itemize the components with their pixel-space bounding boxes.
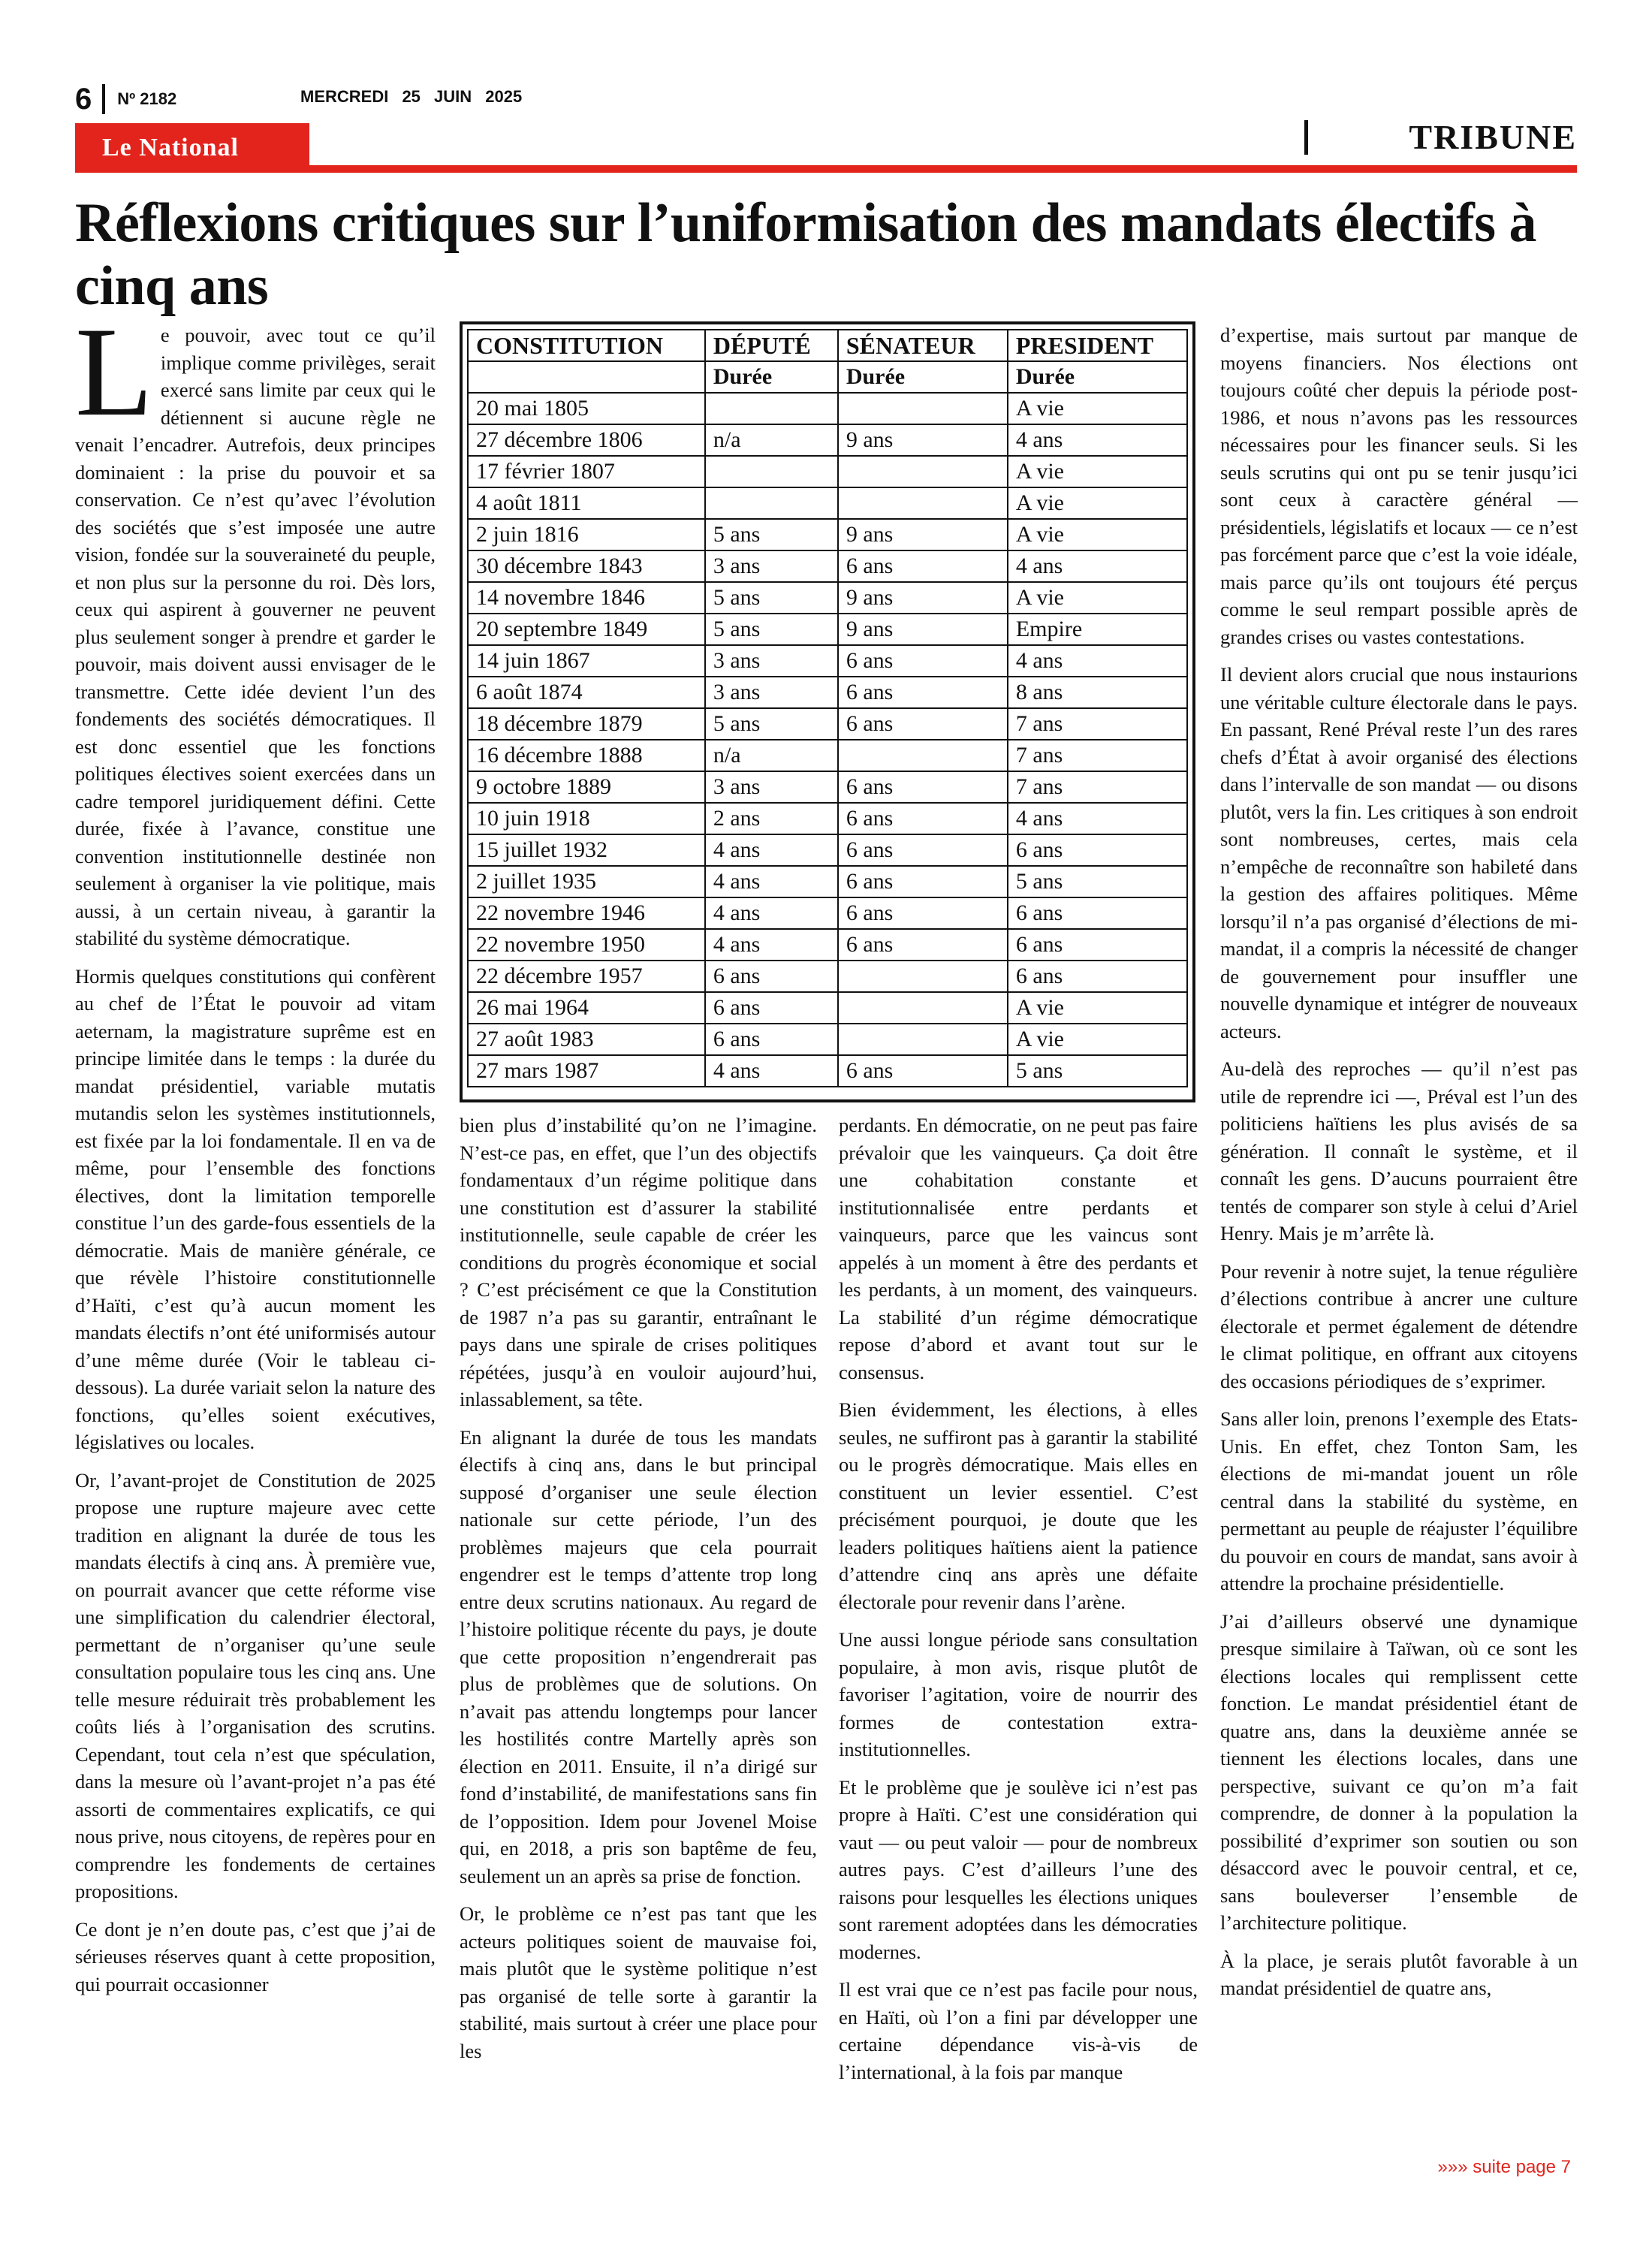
table-cell: A vie: [1008, 487, 1187, 519]
paragraph: Ce dont je n’en doute pas, c’est que j’ai de sérieuses réserves quant à cette proposition, qui pourrait occasionner: [75, 1917, 436, 1995]
table-cell: 3 ans: [705, 677, 838, 708]
table-cell: 4 ans: [1008, 803, 1187, 834]
table-header-row: [468, 330, 1187, 361]
table-cell: 4 ans: [705, 834, 838, 866]
table-row: [468, 550, 1187, 582]
table-cell: 6 ans: [1008, 834, 1187, 866]
paragraph: d’expertise, mais surtout par manque de moyens financiers. Nos élections ont toujours coûté cher depuis la période post-1986, et nous n’avons pas les ressources nécessaires pour les financer seuls. Si les seuls scrutins qui ont pu se tenir jusqu’ici sont ceux à caractère général — présidentiels, législatifs et locaux — ce n’est pas forcément parce que c’est la voie idéale, mais parce qu’ils ont toujours été perçus comme le seul rempart possible après de grandes crises ou vastes contestations.: [1220, 324, 1578, 648]
table-cell: 4 ans: [1008, 645, 1187, 677]
table-cell: 6 ans: [705, 1024, 838, 1055]
table-cell: A vie: [1008, 582, 1187, 614]
table-cell: A vie: [1008, 456, 1187, 487]
paragraph: bien plus d’instabilité qu’on ne l’imagine. N’est-ce pas, en effet, que l’un des objectifs fondamentaux d’un régime politique dans une constitution est d’assurer la stabilité institutionnelle, seule capable de créer les conditions du progrès économique et social ? C’est précisément ce que la Constitution de 1987 n’a pas su garantir, entraînant le pays dans une spirale de crises politiques répétées, jusqu’à en vouloir aujourd’hui, inlassablement, sa tête.: [460, 1114, 817, 1410]
table-cell: [838, 456, 1008, 487]
table-cell: A vie: [1008, 393, 1187, 424]
article-title: Réflexions critiques sur l’uniformisation des mandats électifs à cinq ans: [75, 192, 1537, 317]
table-row: [468, 771, 1187, 803]
paragraph: Au-delà des reproches — qu’il n’est pas utile de reprendre ici —, Préval est l’un des politiciens haïtiens les plus avisés de sa génération. Il connaît le système, et il connaît les gens. D’aucuns pourraient être tentés de comparer son style à celui d’Ariel Henry. Mais je m’arrête là.: [1220, 1057, 1578, 1244]
table-cell: 6 ans: [838, 803, 1008, 834]
table-cell: 6 ans: [838, 645, 1008, 677]
mandate-durations-table: [467, 329, 1188, 1087]
table-cell: 6 ans: [838, 550, 1008, 582]
table-cell: 27 août 1983: [468, 1024, 705, 1055]
header-depute: DÉPUTÉ: [705, 330, 838, 361]
table-cell: [705, 393, 838, 424]
table-cell: 8 ans: [1008, 677, 1187, 708]
table-cell: 16 décembre 1888: [468, 740, 705, 771]
brand-name: Le National: [102, 134, 239, 161]
table-row: [468, 897, 1187, 929]
table-row: [468, 614, 1187, 645]
table-cell: 6 ans: [705, 961, 838, 992]
paragraph-text: e pouvoir, avec tout ce qu’il implique comme privilèges, serait exercé sans limite par ceux qui le détiennent si aucune règle ne venait l’encadrer. Autrefois, deux principes dominaient : la prise du pouvoir et sa conservation. Ce n’est qu’avec l’évolution des sociétés que s’est imposée une autre vision, fondée sur la souveraineté du peuple, et non plus sur la personne du roi. Dès lors, ceux qui aspirent à gouverner ne peuvent plus seulement songer à prendre et garder le pouvoir, mais doivent aussi envisager de le transmettre. Cette idée devient l’un des fondements des sociétés démocratiques. Il est donc essentiel que les fonctions politiques électives soient exercées dans un cadre temporel juridiquement défini. Cette durée, fixée à l’avance, constitue une convention institutionnelle destinée non seulement à organiser la vie politique, mais aussi, à un certain niveau, à garantir la stabilité du système démocratique.: [75, 324, 436, 949]
paragraph: Et le problème que je soulève ici n’est pas propre à Haïti. C’est une considération qui vaut — ou peut valoir — pour de nombreux autres pays. C’est d’ailleurs l’une des raisons pour lesquelles les élections uniques sont rarement adoptées dans les démocraties modernes.: [839, 1775, 1198, 1963]
table-row: [468, 961, 1187, 992]
paragraph: Hormis quelques constitutions qui confèrent au chef de l’État le pouvoir ad vitam aeternam, la magistrature suprême est en principe limitée dans le temps : la durée du mandat présidentiel, variable mutatis mutandis selon les systèmes institutionnels, est fixée par la loi fondamentale. Il en va de même, pour l’ensemble des fonctions électives, dont la limitation temporelle constitue l’un des garde-fous essentiels de la démocratie. Mais de manière générale, ce que révèle l’histoire constitutionnelle d’Haïti, c’est qu’à aucun moment les mandats électifs n’ont été uniformisés autour d’une même durée (Voir le tableau ci-dessous). La durée variait selon la nature des fonctions, qu’elles soient exécutives, législatives ou locales.: [75, 964, 436, 1453]
subheader-cell: [468, 361, 705, 393]
subheader-cell: Durée: [705, 361, 838, 393]
subheader-cell: Durée: [1008, 361, 1187, 393]
table-row: [468, 677, 1187, 708]
table-cell: 6 ans: [838, 677, 1008, 708]
table-cell: [705, 487, 838, 519]
table-cell: 6 ans: [838, 771, 1008, 803]
table-row: [468, 1024, 1187, 1055]
constitution-table: [460, 321, 1195, 1102]
table-body: [468, 393, 1187, 1087]
table-cell: 5 ans: [1008, 866, 1187, 897]
table-cell: 9 ans: [838, 614, 1008, 645]
drop-cap: L: [75, 301, 153, 442]
table-cell: 4 ans: [1008, 550, 1187, 582]
table-cell: 14 juin 1867: [468, 645, 705, 677]
continued-link[interactable]: »»» suite page 7: [1437, 2157, 1571, 2177]
header-senateur: SÉNATEUR: [838, 330, 1008, 361]
table-cell: 6 ans: [838, 866, 1008, 897]
table-cell: 5 ans: [705, 582, 838, 614]
table-row: [468, 1055, 1187, 1087]
section-divider: [1304, 120, 1308, 155]
paragraph: Une aussi longue période sans consultation populaire, à mon avis, risque plutôt de favoriser l’agitation, voire de nourrir des formes de contestation extra-institutionnelles.: [839, 1628, 1198, 1760]
table-cell: 3 ans: [705, 550, 838, 582]
header-rule: [75, 165, 1577, 173]
table-cell: n/a: [705, 424, 838, 456]
issue-date: MERCREDI 25 JUIN 2025: [300, 87, 523, 106]
header-constitution: CONSTITUTION: [468, 330, 705, 361]
paragraph: Il devient alors crucial que nous instaurions une véritable culture électorale dans le pays. En passant, René Préval reste l’un des rares chefs d’État à avoir organisé des élections dans l’intervalle de son mandat — ou disons plutôt, vers la fin. Les critiques à son endroit sont nombreuses, certes, mais cela n’empêche de reconnaître son habileté dans la gestion des affaires politiques. Même lorsqu’il n’a pas organisé d’élections de mi-mandat, il a compris la nécessité de changer de gouvernement pour insuffler une nouvelle dynamique et intégrer de nouveaux acteurs.: [1220, 663, 1578, 1042]
table-cell: 6 août 1874: [468, 677, 705, 708]
table-row: [468, 424, 1187, 456]
table-cell: 4 ans: [705, 1055, 838, 1087]
paragraph: Or, l’avant-projet de Constitution de 2025 propose une rupture majeure avec cette tradition en alignant la durée de tous les mandats électifs à cinq ans. À première vue, on pourrait avancer que cette réforme vise une simplification du calendrier électoral, permettant de n’organiser qu’une seule consultation populaire tous les cinq ans. Une telle mesure réduirait très probablement les coûts liés à l’organisation des scrutins. Cependant, tout cela n’est que spéculation, dans la mesure où l’avant-projet n’a pas été assorti de commentaires explicatifs, ce qui nous prive, nous citoyens, de repères pour en comprendre les fondements de certaines propositions.: [75, 1468, 436, 1902]
table-cell: 7 ans: [1008, 771, 1187, 803]
table-cell: 9 ans: [838, 582, 1008, 614]
table-cell: 2 juillet 1935: [468, 866, 705, 897]
column-2: [460, 1111, 817, 2075]
table-cell: [838, 487, 1008, 519]
table-cell: 20 mai 1805: [468, 393, 705, 424]
table-cell: 4 ans: [705, 929, 838, 961]
table-cell: 26 mai 1964: [468, 992, 705, 1024]
column-3: [839, 1111, 1198, 2096]
table-cell: 14 novembre 1846: [468, 582, 705, 614]
paragraph: Pour revenir à notre sujet, la tenue régulière d’élections contribue à ancrer une culture électorale et permet également de détendre le climat politique, en offrant aux citoyens des occasions périodiques de s’exprimer.: [1220, 1259, 1578, 1392]
table-cell: [838, 961, 1008, 992]
table-cell: 22 novembre 1946: [468, 897, 705, 929]
table-row: [468, 803, 1187, 834]
table-cell: 6 ans: [838, 897, 1008, 929]
table-row: [468, 740, 1187, 771]
table-cell: 2 juin 1816: [468, 519, 705, 550]
table-cell: 4 ans: [705, 897, 838, 929]
table-cell: 20 septembre 1849: [468, 614, 705, 645]
header-president: PRESIDENT: [1008, 330, 1187, 361]
table-cell: 3 ans: [705, 771, 838, 803]
paragraph: perdants. En démocratie, on ne peut pas faire prévaloir que les vainqueurs. Ça doit être une cohabitation constante et institutionnalisée entre perdants et vainqueurs, parce que les vaincus sont appelés à un moment à être des perdants et les perdants, à un moment, des vainqueurs. La stabilité d’un régime démocratique repose d’abord et avant tout sur le consensus.: [839, 1114, 1198, 1383]
table-cell: 30 décembre 1843: [468, 550, 705, 582]
table-cell: 4 août 1811: [468, 487, 705, 519]
table-cell: [838, 740, 1008, 771]
table-row: [468, 645, 1187, 677]
divider: [102, 84, 105, 114]
table-row: [468, 519, 1187, 550]
table-row: [468, 992, 1187, 1024]
table-cell: Empire: [1008, 614, 1187, 645]
column-4: [1220, 321, 1578, 2013]
table-cell: 15 juillet 1932: [468, 834, 705, 866]
table-cell: 9 ans: [838, 519, 1008, 550]
column-1: [75, 301, 436, 2008]
paragraph: Bien évidemment, les élections, à elles seules, ne suffiront pas à garantir la stabilité ou le progrès démocratique. Mais elles en constituent un levier essentiel. C’est précisément pourquoi, je doute que les leaders politiques haïtiens aient la patience d’attendre cinq ans après une défaite électorale pour revenir dans l’arène.: [839, 1398, 1198, 1613]
table-cell: 18 décembre 1879: [468, 708, 705, 740]
table-row: [468, 834, 1187, 866]
table-cell: 22 novembre 1950: [468, 929, 705, 961]
table-cell: 22 décembre 1957: [468, 961, 705, 992]
table-cell: 7 ans: [1008, 708, 1187, 740]
masthead-meta: [75, 84, 176, 114]
table-cell: 6 ans: [1008, 897, 1187, 929]
table-cell: 5 ans: [1008, 1055, 1187, 1087]
table-cell: 2 ans: [705, 803, 838, 834]
paragraph: J’ai d’ailleurs observé une dynamique presque similaire à Taïwan, où ce sont les élections locales qui remplissent cette fonction. Le mandat présidentiel étant de quatre ans, dans la deuxième année se tiennent les élections locales, dans une perspective, suivant ce qu’on m’a fait comprendre, de donner à la population la possibilité d’exprimer son soutien ou son désaccord avec le pouvoir central, et ce, sans bouleverser l’ensemble de l’architecture politique.: [1220, 1609, 1578, 1934]
table-cell: 27 mars 1987: [468, 1055, 705, 1087]
table-cell: 7 ans: [1008, 740, 1187, 771]
table-cell: 5 ans: [705, 708, 838, 740]
paragraph: Il est vrai que ce n’est pas facile pour nous, en Haïti, où l’on a fini par développer une certaine dépendance vis-à-vis de l’international, à la fois par manque: [839, 1978, 1198, 2083]
table-row: [468, 708, 1187, 740]
table-row: [468, 487, 1187, 519]
table-row: [468, 456, 1187, 487]
table-cell: 4 ans: [1008, 424, 1187, 456]
paragraph: Sans aller loin, prenons l’exemple des Etats-Unis. En effet, chez Tonton Sam, les élections de mi-mandat jouent un rôle central dans la stabilité du système, en permettant au peuple de réajuster l’équilibre du pouvoir en cours de mandat, sans avoir à attendre la prochaine présidentielle.: [1220, 1407, 1578, 1594]
page-number: 6: [75, 83, 92, 116]
table-cell: 27 décembre 1806: [468, 424, 705, 456]
table-cell: A vie: [1008, 519, 1187, 550]
table-cell: 6 ans: [838, 1055, 1008, 1087]
paragraph: [75, 301, 436, 952]
table-cell: A vie: [1008, 1024, 1187, 1055]
table-cell: 5 ans: [705, 614, 838, 645]
table-row: [468, 929, 1187, 961]
table-cell: 9 ans: [838, 424, 1008, 456]
table-cell: n/a: [705, 740, 838, 771]
paragraph: À la place, je serais plutôt favorable à un mandat présidentiel de quatre ans,: [1220, 1949, 1578, 1999]
table-cell: [705, 456, 838, 487]
paragraph: En alignant la durée de tous les mandats électifs à cinq ans, dans le but principal supposé d’organiser une seule élection nationale sur cette période, l’un des problèmes majeurs que cela pourrait engendrer est le temps d’attente trop long entre deux scrutins nationaux. Au regard de l’histoire politique récente du pays, je doute que cette proposition n’engendrerait pas plus de problèmes que de solutions. On n’avait pas attendu longtemps pour lancer les hostilités contre Martelly après son élection en 2011. Ensuite, il n’a dirigé sur fond d’instabilité, de manifestations sans fin de l’opposition. Idem pour Jovenel Moise qui, en 2018, a pris son baptême de feu, seulement un an après sa prise de fonction.: [460, 1425, 817, 1887]
section-name: TRIBUNE: [1409, 118, 1577, 156]
table-cell: 17 février 1807: [468, 456, 705, 487]
issue-number: Nº 2182: [117, 89, 177, 108]
table-row: [468, 393, 1187, 424]
table-subheader-row: [468, 361, 1187, 393]
table-cell: 10 juin 1918: [468, 803, 705, 834]
table-cell: 9 octobre 1889: [468, 771, 705, 803]
table-cell: [838, 992, 1008, 1024]
table-cell: 6 ans: [838, 834, 1008, 866]
table-cell: 6 ans: [838, 708, 1008, 740]
table-cell: A vie: [1008, 992, 1187, 1024]
paragraph: Or, le problème ce n’est pas tant que les acteurs politiques soient de mauvaise foi, mais plutôt que le système politique n’est pas organisé de telle sorte à garantir la stabilité, mais surtout à créer une place pour les: [460, 1902, 817, 2062]
table-cell: 5 ans: [705, 519, 838, 550]
table-cell: 3 ans: [705, 645, 838, 677]
table-cell: 6 ans: [838, 929, 1008, 961]
table-cell: 4 ans: [705, 866, 838, 897]
table-cell: [838, 1024, 1008, 1055]
table-cell: [838, 393, 1008, 424]
subheader-cell: Durée: [838, 361, 1008, 393]
table-cell: 6 ans: [1008, 929, 1187, 961]
table-cell: 6 ans: [705, 992, 838, 1024]
table-row: [468, 582, 1187, 614]
table-row: [468, 866, 1187, 897]
table-cell: 6 ans: [1008, 961, 1187, 992]
